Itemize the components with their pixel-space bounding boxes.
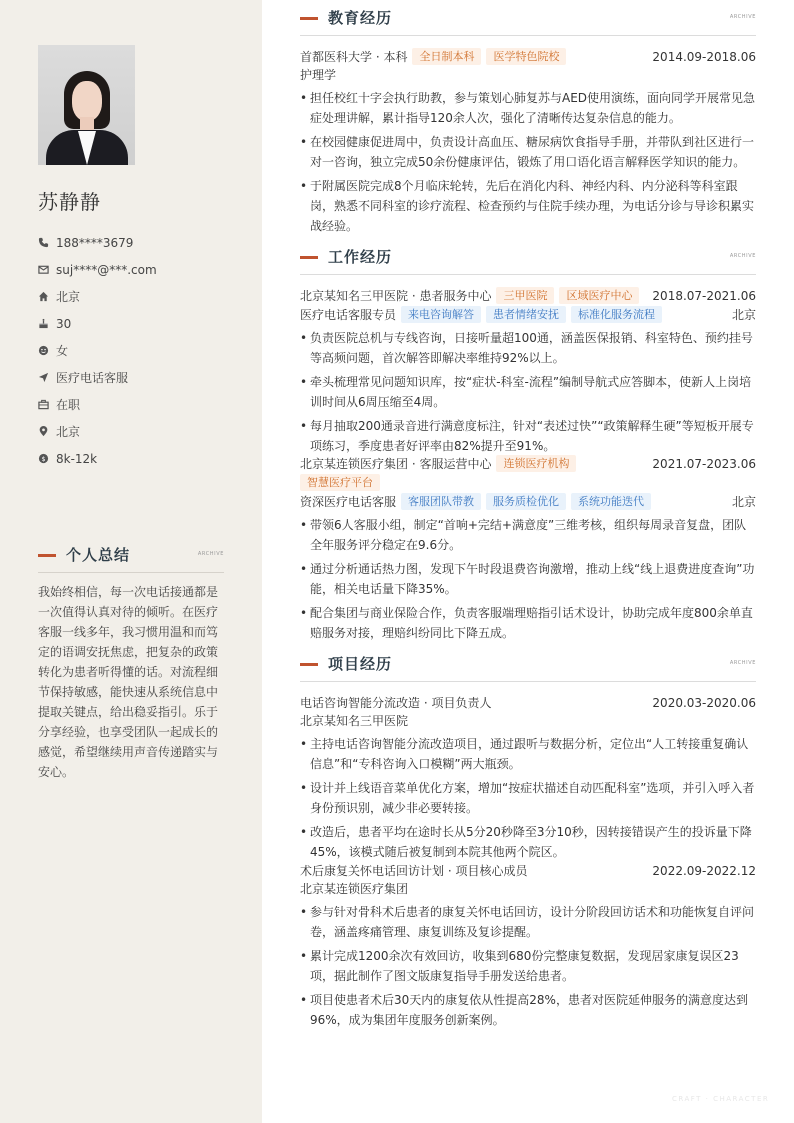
phone-row (38, 229, 157, 256)
work-bullets (300, 515, 756, 643)
project-date: 2020.03-2020.06 (652, 695, 756, 710)
watermark: CRAFT · CHARACTER (672, 1095, 770, 1103)
gender-row (38, 337, 157, 364)
tag: 标准化服务流程 (571, 306, 662, 323)
tag: 全日制本科 (412, 48, 481, 65)
archive-label: ARCHIVE (729, 660, 756, 666)
project-name: 术后康复关怀电话回访计划 · 项目核心成员 (300, 864, 528, 878)
project-bullets (300, 734, 756, 862)
list-item: • 担任校红十字会执行助教，参与策划心肺复苏与AED使用演练，面向同学开展常见急症处理讲解，累计指导120余人次，强化了清晰传达复杂信息的能力。 (300, 88, 756, 128)
project-entry-2 (300, 861, 756, 1034)
list-item: • 牵头梳理常见问题知识库，按“症状-科室-流程”编制导航式应答脚本，使新人上岗培训时间从6周压缩至4周。 (300, 372, 756, 412)
target-job-row (38, 364, 157, 391)
tag: 客服团队带教 (401, 493, 481, 510)
target-job-value: 医疗电话客服 (56, 371, 129, 385)
tag: 智慧医疗平台 (300, 474, 380, 491)
smiley-icon (38, 345, 56, 356)
heading-accent-bar (300, 17, 318, 20)
list-item: • 带领6人客服小组，制定“首响+完结+满意度”三维考核，组织每周录音复盘，团队全年服务评分稳定在9.6分。 (300, 515, 756, 555)
map-pin-icon (38, 426, 56, 437)
summary-title: 个人总结 (66, 546, 131, 564)
briefcase-icon (38, 399, 56, 410)
salary-row (38, 445, 157, 472)
list-item: • 在校园健康促进周中，负责设计高血压、糖尿病饮食指导手册，并带队到社区进行一对一咨询，独立完成50余份健康评估，锻炼了用口语化语言解释医学知识的能力。 (300, 132, 756, 172)
project-entry-1 (300, 693, 756, 866)
list-item: • 主持电话咨询智能分流改造项目，通过跟听与数据分析，定位出“人工转接重复确认信息”和“专科咨询入口模糊”两大瓶颈。 (300, 734, 756, 774)
send-icon (38, 372, 56, 383)
summary-heading (38, 545, 224, 573)
location-row (38, 283, 157, 310)
list-item: • 于附属医院完成8个月临床轮转，先后在消化内科、神经内科、内分泌科等科室跟岗，熟悉不同科室的诊疗流程、检查预约与住院手续办理，为电话分诊与导诊积累实战经验。 (300, 176, 756, 236)
school-name: 首都医科大学 · 本科 (300, 50, 408, 64)
project-org: 北京某连锁医疗集团 (300, 882, 409, 896)
salary-value: 8k-12k (56, 451, 98, 466)
email-value: suj****@***.com (56, 262, 157, 277)
heading-accent-bar (300, 256, 318, 259)
work-heading (300, 247, 756, 275)
gender-value: 女 (56, 344, 69, 358)
location-value: 北京 (56, 290, 81, 304)
email-row (38, 256, 157, 283)
phone-value: 188****3679 (56, 235, 134, 250)
svg-text:$: $ (41, 454, 46, 463)
education-bullets (300, 88, 756, 236)
target-city-value: 北京 (56, 425, 81, 439)
job-role: 医疗电话客服专员 (300, 308, 397, 322)
job-role: 资深医疗电话客服 (300, 495, 397, 509)
list-item: • 每月抽取200通录音进行满意度标注，针对“表述过快”“政策解释生硬”等短板开展专项练习，季度患者好评率由82%提升至91%。 (300, 416, 756, 456)
coin-icon (38, 453, 56, 464)
heading-accent-bar (38, 554, 56, 557)
list-item: • 参与针对骨科术后患者的康复关怀电话回访，设计分阶段回访话术和功能恢复自评问卷，涵盖疼痛管理、康复训练及复诊提醒。 (300, 902, 756, 942)
mail-icon (38, 264, 56, 275)
age-row (38, 310, 157, 337)
sidebar (0, 0, 262, 1123)
tag: 医学特色院校 (486, 48, 566, 65)
job-city: 北京 (731, 308, 756, 322)
project-org: 北京某知名三甲医院 (300, 714, 409, 728)
company-name: 北京某知名三甲医院 · 患者服务中心 (300, 289, 492, 303)
education-entry (300, 47, 756, 240)
work-bullets (300, 328, 756, 456)
education-heading (300, 8, 756, 36)
tag: 三甲医院 (496, 287, 554, 304)
project-name: 电话咨询智能分流改造 · 项目负责人 (300, 696, 492, 710)
profile-photo (38, 45, 135, 165)
list-item: • 累计完成1200余次有效回访，收集到680份完整康复数据，发现居家康复误区23项，据此制作了图文版康复指导手册发送给患者。 (300, 946, 756, 986)
tag: 区域医疗中心 (559, 287, 639, 304)
heading-accent-bar (300, 663, 318, 666)
work-date: 2018.07-2021.06 (652, 288, 756, 303)
list-item: • 设计并上线语音菜单优化方案，增加“按症状描述自动匹配科室”选项，并引入呼入者身份预识别，减少非必要转接。 (300, 778, 756, 818)
tag: 来电咨询解答 (401, 306, 481, 323)
status-value: 在职 (56, 398, 81, 412)
home-icon (38, 291, 56, 302)
archive-label: ARCHIVE (729, 14, 756, 20)
list-item: • 负责医院总机与专线咨询，日接听量超100通，涵盖医保报销、科室特色、预约挂号等高频问题，首次解答即解决率维持92%以上。 (300, 328, 756, 368)
work-entry-2 (300, 454, 756, 647)
tag: 服务质检优化 (486, 493, 566, 510)
major: 护理学 (300, 68, 337, 82)
project-bullets (300, 902, 756, 1030)
tag: 患者情绪安抚 (486, 306, 566, 323)
archive-label: ARCHIVE (197, 551, 224, 557)
list-item: • 项目使患者术后30天内的康复依从性提高28%，患者对医院延伸服务的满意度达到96%，成为集团年度服务创新案例。 (300, 990, 756, 1030)
cake-icon (38, 318, 56, 329)
archive-label: ARCHIVE (729, 253, 756, 259)
education-title: 教育经历 (328, 9, 393, 27)
projects-title: 项目经历 (328, 655, 393, 673)
target-city-row (38, 418, 157, 445)
project-date: 2022.09-2022.12 (652, 863, 756, 878)
work-entry-1 (300, 286, 756, 460)
tag: 系统功能迭代 (571, 493, 651, 510)
profile-name: 苏静静 (38, 190, 101, 214)
contact-info (38, 229, 157, 472)
job-city: 北京 (731, 495, 756, 509)
tag: 连锁医疗机构 (496, 455, 576, 472)
company-name: 北京某连锁医疗集团 · 客服运营中心 (300, 457, 492, 471)
work-title: 工作经历 (328, 248, 393, 266)
age-value: 30 (56, 316, 72, 331)
status-row (38, 391, 157, 418)
phone-icon (38, 237, 56, 248)
work-date: 2021.07-2023.06 (652, 456, 756, 471)
projects-heading (300, 654, 756, 682)
education-date: 2014.09-2018.06 (652, 49, 756, 64)
summary-text: 我始终相信，每一次电话接通都是一次值得认真对待的倾听。在医疗客服一线多年，我习惯用温和而笃定的语调安抚焦虑，把复杂的政策转化为患者听得懂的话。对流程细节保持敏感，能快速从系统信息中提取关键点，给出稳妥指引。乐于分享经验，也享受团队一起成长的感觉，希望继续用声音传递踏实与安心。 (38, 585, 219, 779)
list-item: • 改造后，患者平均在途时长从5分20秒降至3分10秒，因转接错误产生的投诉量下降45%，该模式随后被复制到本院其他两个院区。 (300, 822, 756, 862)
list-item: • 通过分析通话热力图，发现下午时段退费咨询激增，推动上线“线上退费进度查询”功能，相关电话量下降35%。 (300, 559, 756, 599)
list-item: • 配合集团与商业保险合作，负责客服端理赔指引话术设计，协助完成年度800余单直赔服务对接，理赔纠纷同比下降五成。 (300, 603, 756, 643)
